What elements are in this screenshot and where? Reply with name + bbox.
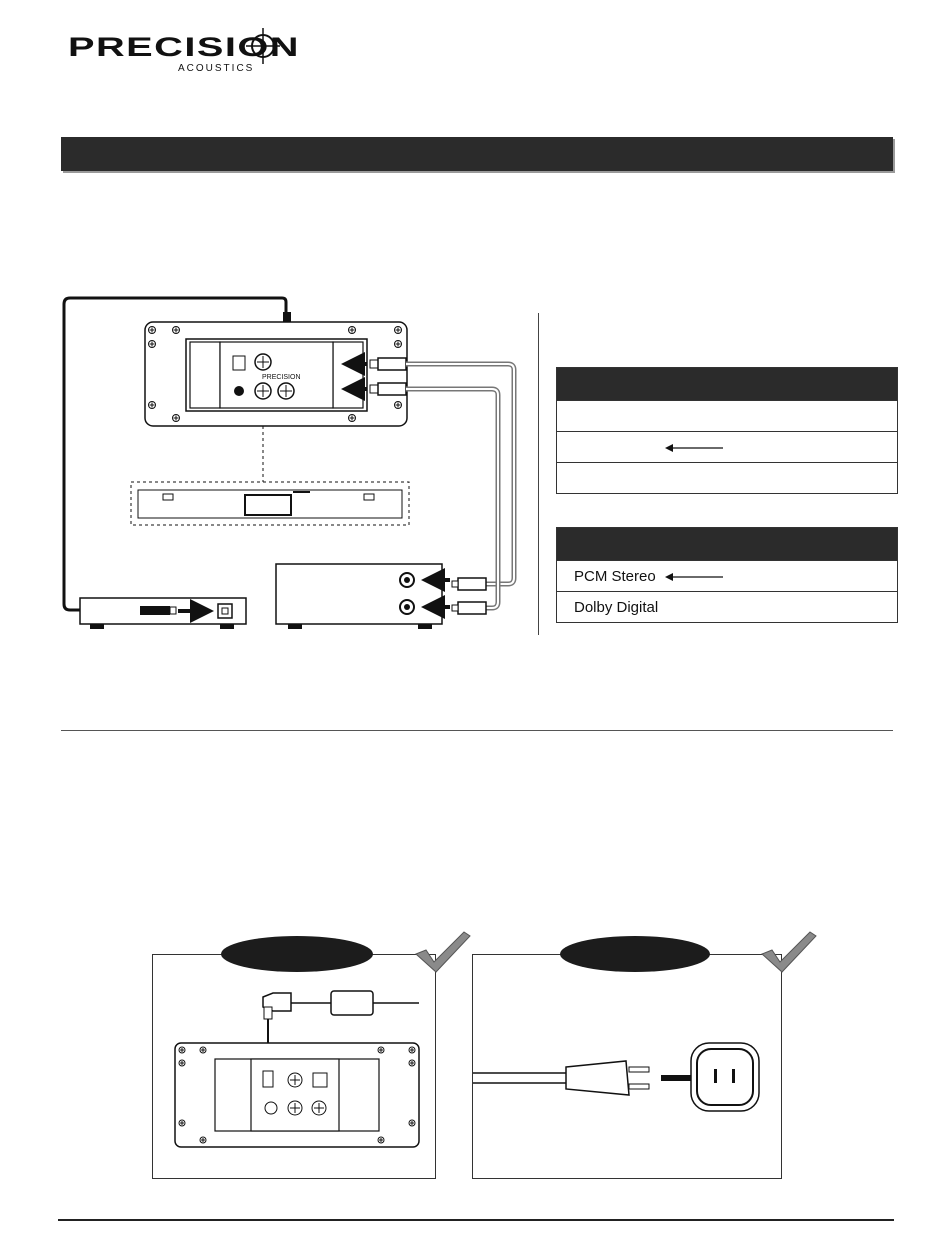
checkmark-icon	[758, 926, 818, 974]
power-plug-icon	[473, 955, 783, 1180]
table-row	[557, 560, 897, 591]
table-row	[557, 431, 897, 462]
table-row	[557, 591, 897, 622]
arrow-left-icon	[665, 572, 725, 582]
row-label: Dolby Digital	[574, 599, 659, 616]
row-label: PCM Stereo	[574, 568, 656, 585]
step-badge-right	[560, 936, 710, 972]
logo-sub: ACOUSTICS	[178, 63, 255, 74]
table-header	[557, 528, 897, 560]
wall-outlet-icon	[691, 1043, 759, 1111]
power-adapter-icon	[153, 955, 437, 1180]
table-row	[557, 462, 897, 493]
logo-word: PRECISION	[68, 32, 300, 62]
speaker-back-panel-icon	[145, 322, 407, 426]
input-settings-table	[556, 367, 898, 494]
table-header	[557, 368, 897, 400]
footer-rule	[58, 1219, 894, 1221]
audio-format-table	[556, 527, 898, 623]
soundbar-icon	[131, 482, 409, 525]
precision-logo-icon	[66, 26, 306, 76]
dvd-player-icon	[276, 564, 442, 629]
power-outlet-panel	[472, 954, 782, 1179]
vertical-divider	[538, 313, 539, 635]
speaker-badge: PRECISION	[262, 374, 301, 381]
arrow-left-icon	[665, 443, 725, 453]
power-adapter-panel	[152, 954, 436, 1179]
checkmark-icon	[412, 926, 472, 974]
section-divider	[61, 730, 893, 731]
table-row	[557, 400, 897, 431]
section-title-bar	[61, 137, 893, 171]
step-badge-left	[221, 936, 373, 972]
